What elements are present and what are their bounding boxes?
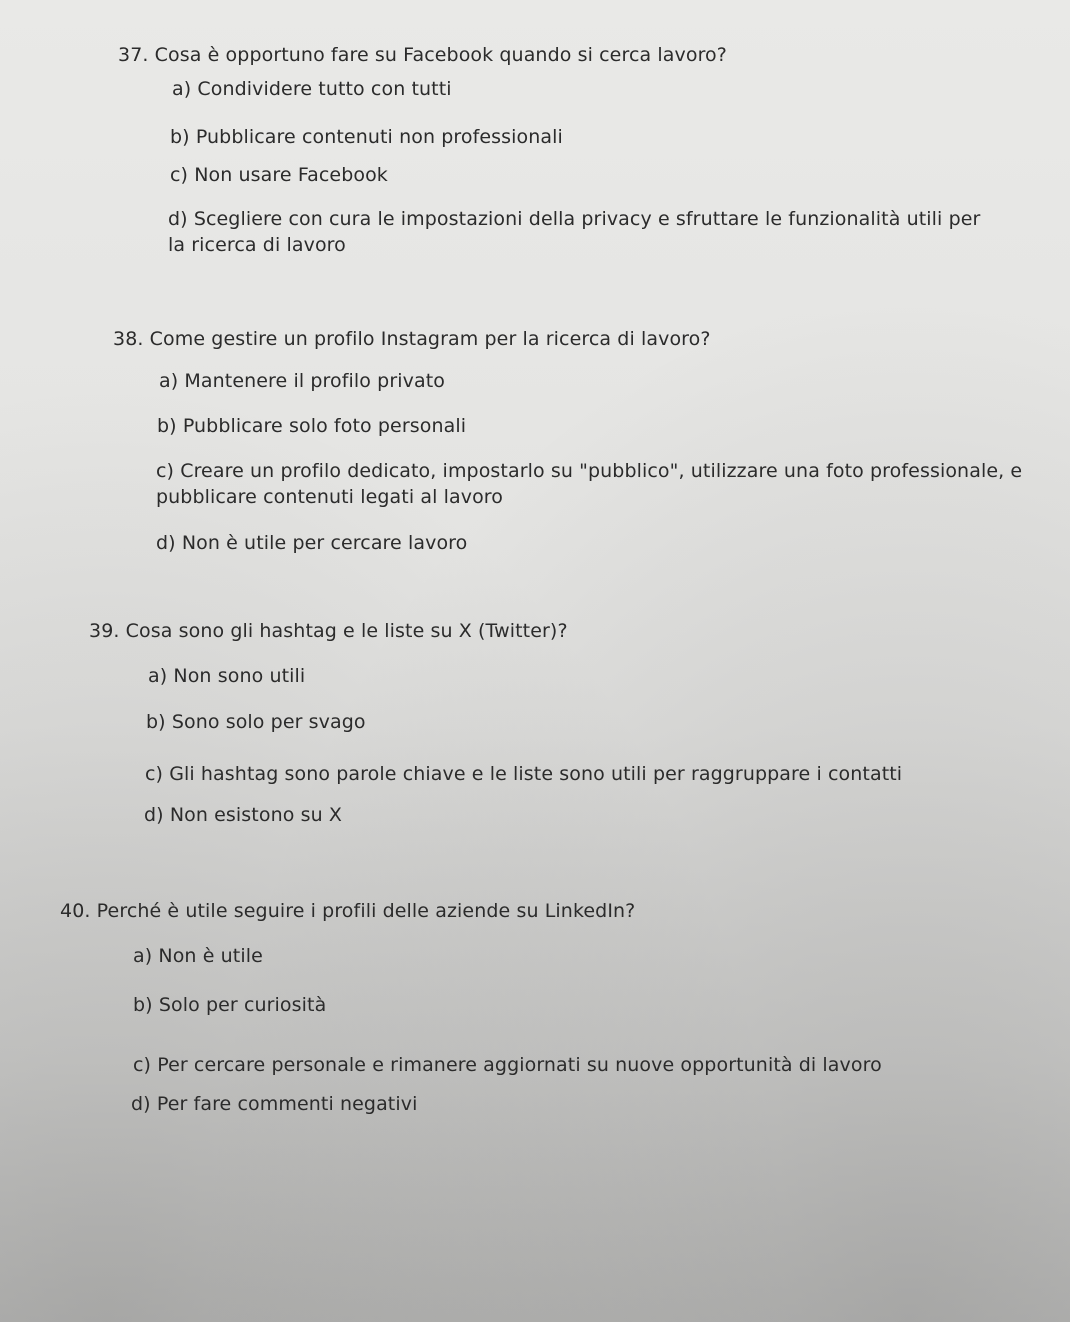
- answer-option-d[interactable]: d) Scegliere con cura le impostazioni della privacy e sfruttare le funzionalità utili per la ricerca di lavoro: [168, 208, 981, 256]
- answer-option-c[interactable]: c) Creare un profilo dedicato, impostarlo su "pubblico", utilizzare una foto professionale, e pubblicare contenuti legati al lavoro: [156, 460, 1023, 508]
- answer-option-c[interactable]: c) Gli hashtag sono parole chiave e le liste sono utili per raggruppare i contatti: [145, 763, 903, 785]
- question-title: 38. Come gestire un profilo Instagram per la ricerca di lavoro?: [113, 328, 711, 350]
- answer-option-b[interactable]: b) Pubblicare solo foto personali: [157, 415, 467, 437]
- answer-option-a[interactable]: a) Condividere tutto con tutti: [172, 78, 452, 100]
- question-title: 37. Cosa è opportuno fare su Facebook quando si cerca lavoro?: [118, 44, 727, 66]
- answer-option-a[interactable]: a) Non sono utili: [148, 665, 306, 687]
- question-38: [113, 328, 1043, 568]
- question-40: [60, 900, 960, 1130]
- question-39: [89, 620, 989, 840]
- answer-option-d[interactable]: d) Per fare commenti negativi: [131, 1093, 418, 1115]
- answer-option-c[interactable]: c) Per cercare personale e rimanere aggiornati su nuove opportunità di lavoro: [133, 1054, 882, 1076]
- answer-option-b[interactable]: b) Solo per curiosità: [133, 994, 327, 1016]
- answer-option-a[interactable]: a) Mantenere il profilo privato: [159, 370, 445, 392]
- answer-option-a[interactable]: a) Non è utile: [133, 945, 263, 967]
- answer-option-b[interactable]: b) Sono solo per svago: [146, 711, 366, 733]
- question-title: 39. Cosa sono gli hashtag e le liste su X (Twitter)?: [89, 620, 568, 642]
- answer-option-d[interactable]: d) Non è utile per cercare lavoro: [156, 532, 468, 554]
- answer-option-d[interactable]: d) Non esistono su X: [144, 804, 342, 826]
- question-37: [118, 44, 1018, 274]
- answer-option-c[interactable]: c) Non usare Facebook: [170, 164, 388, 186]
- answer-option-b[interactable]: b) Pubblicare contenuti non professionali: [170, 126, 563, 148]
- question-title: 40. Perché è utile seguire i profili delle aziende su LinkedIn?: [60, 900, 636, 922]
